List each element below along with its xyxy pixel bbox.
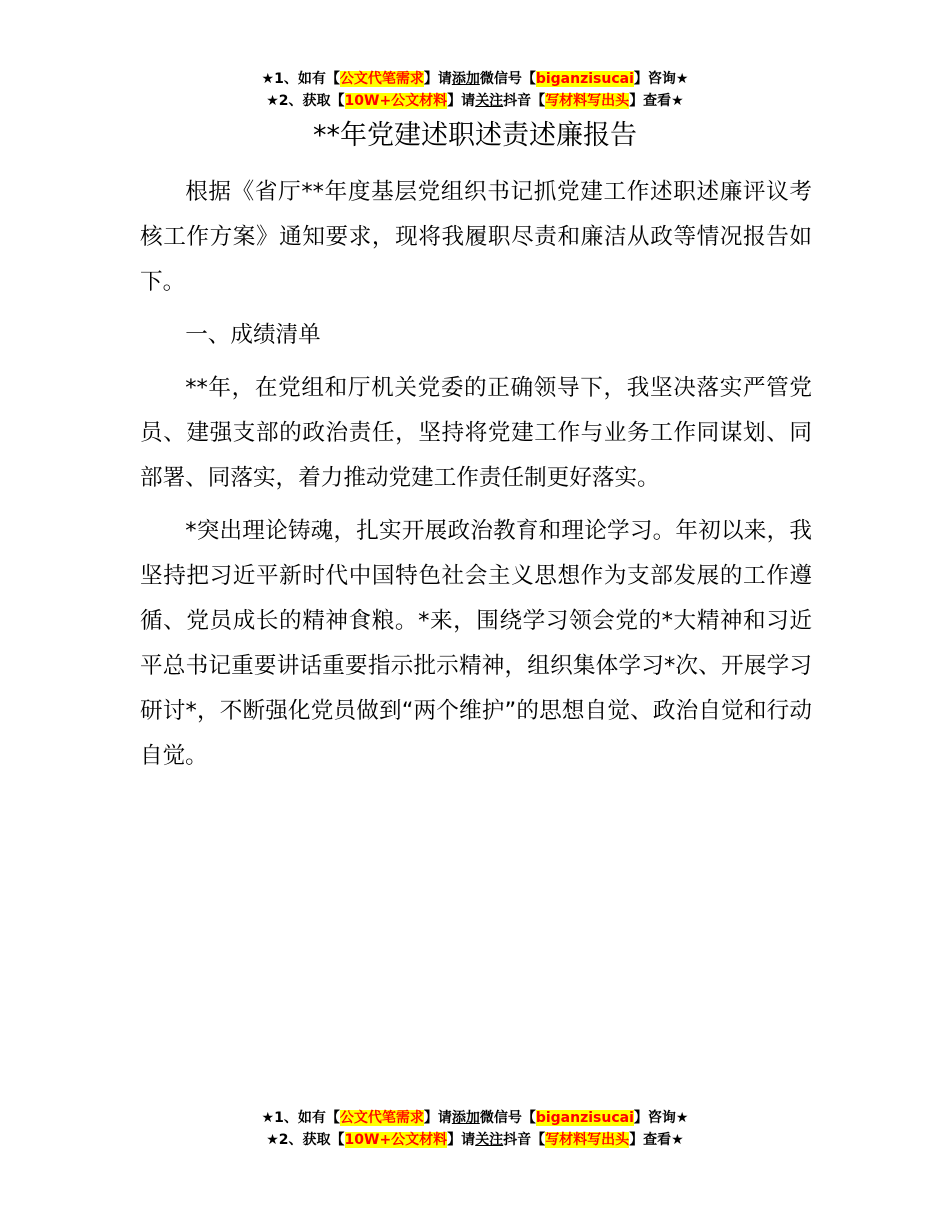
promo-highlight: biganzisucai [535,1110,634,1126]
paragraph: 根据《省厅**年度基层党组织书记抓党建工作述职述廉评议考核工作方案》通知要求，现将我履职尽责和廉洁从政等情况报告如下。 [140,179,812,295]
promo-highlight: biganzisucai [535,71,634,87]
promo-text: 微信号【 [479,71,536,87]
promo-highlight: 写材料写出头 [545,1132,630,1148]
promo-highlight: 公文代笔需求 [339,71,424,87]
promo-text: 】请 [447,93,476,109]
promo-line-2 [0,1129,950,1151]
promo-emphasis: 关注 [475,93,504,109]
header-promo-banner [0,68,950,112]
section-heading: 一、成绩清单 [185,322,321,348]
promo-line-1 [0,1107,950,1129]
promo-text: 】查看★ [629,1132,684,1148]
promo-text: ★1、如有【 [261,71,340,87]
promo-text: 】咨询★ [633,1110,689,1126]
document-body [140,170,812,787]
document-title: **年党建述职述责述廉报告 [313,120,637,151]
promo-highlight: 10W+公文材料 [344,93,448,109]
promo-text: 】请 [447,1132,476,1148]
promo-highlight: 10W+公文材料 [344,1132,448,1148]
promo-text: 】请 [423,1110,452,1126]
paragraph: **年，在党组和厅机关党委的正确领导下，我坚决落实严管党员、建强支部的政治责任，坚持将党建工作与业务工作同谋划、同部署、同落实，着力推动党建工作责任制更好落实。 [140,375,812,491]
promo-emphasis: 添加 [451,1110,480,1126]
promo-emphasis: 添加 [451,71,480,87]
paragraph: *突出理论铸魂，扎实开展政治教育和理论学习。年初以来，我坚持把习近平新时代中国特色社会主义思想作为支部发展的工作遵循、党员成长的精神食粮。*来，围绕学习领会党的*大精神和习近平总书记重要讲话重要指示批示精神，组织集体学习*次、开展学习研讨*，不断强化党员做到“两个维护”的思想自觉、政治自觉和行动自觉。 [140,518,812,769]
promo-text: 抖音【 [503,1132,546,1148]
promo-text: 】咨询★ [633,71,689,87]
promo-highlight: 公文代笔需求 [339,1110,424,1126]
promo-text: 】查看★ [629,93,684,109]
promo-text: 微信号【 [479,1110,536,1126]
promo-text: ★2、获取【 [266,93,345,109]
promo-line-1 [0,68,950,90]
promo-text: 抖音【 [503,93,546,109]
promo-text: ★2、获取【 [266,1132,345,1148]
promo-emphasis: 关注 [475,1132,504,1148]
promo-text: 】请 [423,71,452,87]
promo-line-2 [0,90,950,112]
footer-promo-banner [0,1107,950,1151]
promo-highlight: 写材料写出头 [545,93,630,109]
promo-text: ★1、如有【 [261,1110,340,1126]
